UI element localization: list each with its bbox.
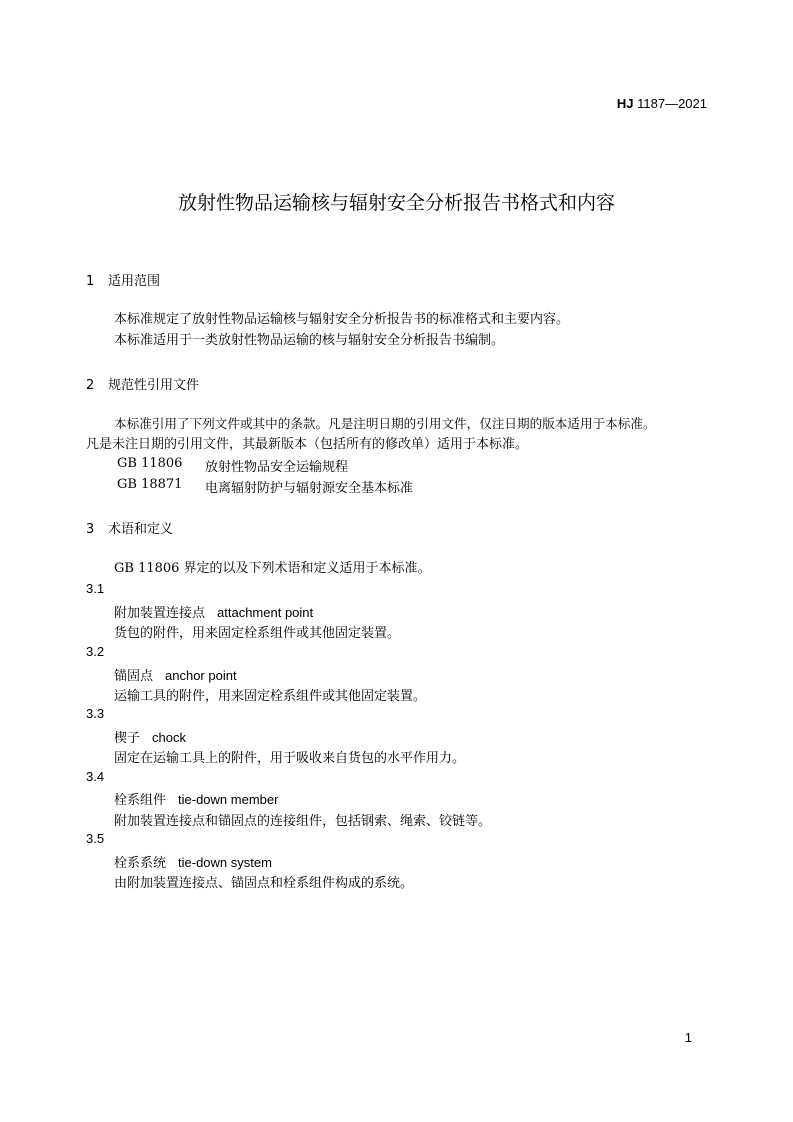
term-name-en: anchor point [165, 668, 237, 683]
term-definition: 由附加装置连接点、锚固点和栓系组件构成的系统。 [114, 876, 414, 891]
term-definition: 固定在运输工具上的附件，用于吸收来自货包的水平作用力。 [114, 751, 466, 766]
term-number: 3.1 [86, 581, 105, 596]
section-number: 2 [86, 378, 95, 393]
term-name-zh: 栓系组件 [114, 793, 167, 808]
section-number: 3 [86, 522, 95, 537]
reference-title: 电离辐射防护与辐射源安全基本标准 [205, 481, 414, 496]
term-name-en: chock [152, 730, 186, 745]
document-code-number: 1187—2021 [637, 96, 707, 111]
term-name [114, 727, 186, 746]
section-title: 规范性引用文件 [108, 378, 200, 393]
term-name-zh: 附加装置连接点 [114, 606, 206, 621]
section-heading-1 [86, 270, 160, 289]
paragraph: 本标准适用于一类放射性物品运输的核与辐射安全分析报告书编制。 [114, 333, 505, 348]
reference-code: GB 18871 [117, 477, 183, 492]
term-name-zh: 锚固点 [114, 669, 154, 684]
term-name [114, 665, 237, 684]
section-heading-3 [86, 518, 173, 537]
document-title: 放射性物品运输核与辐射安全分析报告书格式和内容 [177, 192, 615, 214]
document-code [617, 96, 707, 111]
term-number: 3.5 [86, 831, 105, 846]
reference-code: GB 11806 [117, 456, 183, 471]
section-heading-2 [86, 374, 199, 393]
term-name-en: attachment point [217, 605, 314, 620]
term-number: 3.3 [86, 706, 105, 721]
term-name-en: tie-down system [178, 855, 272, 870]
term-number: 3.4 [86, 769, 105, 784]
term-name-en: tie-down member [178, 792, 279, 807]
section-title: 适用范围 [108, 274, 161, 289]
paragraph: 本标准规定了放射性物品运输核与辐射安全分析报告书的标准格式和主要内容。 [114, 312, 570, 327]
document-code-prefix: HJ [616, 96, 634, 111]
section-title: 术语和定义 [108, 522, 174, 537]
term-definition: 运输工具的附件，用来固定栓系组件或其他固定装置。 [114, 689, 427, 704]
section-number: 1 [86, 274, 95, 289]
term-name-zh: 栓系系统 [114, 856, 167, 871]
paragraph-line: 本标准引用了下列文件或其中的条款。凡是注明日期的引用文件，仅注日期的版本适用于本标准。 [114, 416, 656, 431]
reference-title: 放射性物品安全运输规程 [205, 460, 349, 475]
term-number: 3.2 [86, 644, 105, 659]
term-name-zh: 楔子 [114, 731, 141, 746]
term-definition: 货包的附件，用来固定栓系组件或其他固定装置。 [114, 626, 401, 641]
term-name [114, 789, 278, 808]
term-name [114, 852, 272, 871]
paragraph-line: 凡是未注日期的引用文件，其最新版本（包括所有的修改单）适用于本标准。 [86, 437, 529, 452]
term-definition: 附加装置连接点和锚固点的连接组件，包括钢索、绳索、铰链等。 [114, 814, 492, 829]
page-number: 1 [684, 1030, 692, 1045]
term-name [114, 602, 313, 621]
paragraph: GB 11806 界定的以及下列术语和定义适用于本标准。 [114, 561, 431, 576]
